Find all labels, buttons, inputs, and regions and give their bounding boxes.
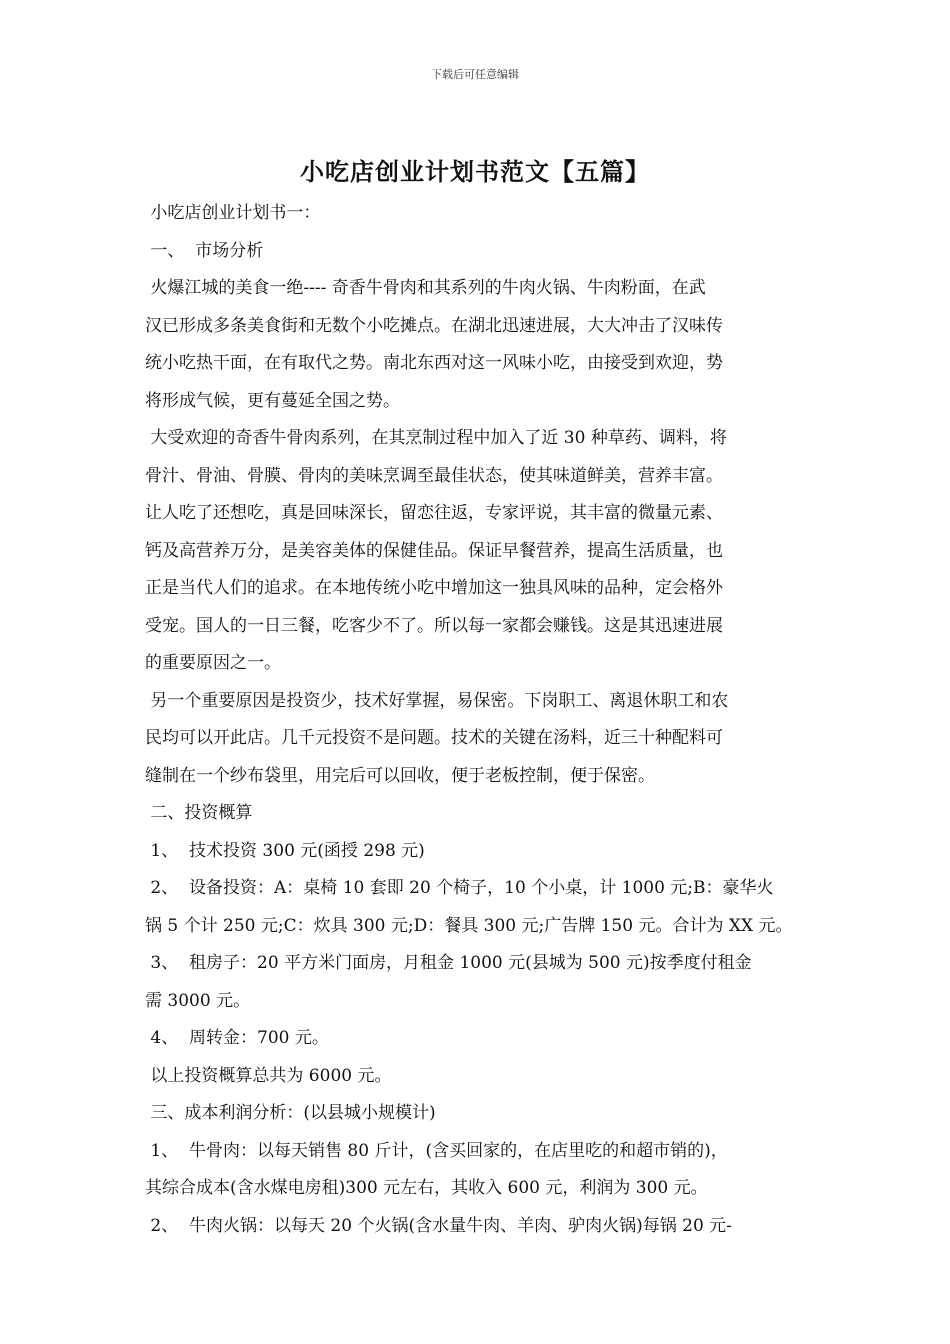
- text-line: 三、成本利润分析：(以县城小规模计): [145, 1103, 436, 1123]
- text-line: 二、投资概算: [145, 803, 253, 823]
- text-line: 骨汁、骨油、骨膜、骨肉的美味烹调至最佳状态，使其味道鲜美，营养丰富。: [145, 465, 723, 486]
- text-line: 大受欢迎的奇香牛骨肉系列，在其烹制过程中加入了近 30 种草药、调料，将: [145, 428, 727, 448]
- document-title: 小吃店创业计划书范文【五篇】: [300, 157, 650, 186]
- text-line: 民均可以开此店。几千元投资不是问题。技术的关键在汤料，近三十种配料可: [145, 728, 723, 748]
- text-line: 将形成气候，更有蔓延全国之势。: [145, 390, 400, 411]
- text-line: 受宠。国人的一日三餐，吃客少不了。所以每一家都会赚钱。这是其迅速进展: [145, 615, 723, 636]
- text-line: 4、 周转金：700 元。: [145, 1028, 329, 1048]
- text-line: 正是当代人们的追求。在本地传统小吃中增加这一独具风味的品种，定会格外: [145, 578, 723, 598]
- text-line: 以上投资概算总共为 6000 元。: [145, 1065, 392, 1086]
- header-note: 下载后可任意编辑: [431, 68, 519, 81]
- text-line: 另一个重要原因是投资少，技术好掌握，易保密。下岗职工、离退休职工和农: [145, 690, 729, 711]
- text-line: 3、 租房子：20 平方米门面房，月租金 1000 元(县城为 500 元)按季度付租金: [145, 953, 752, 973]
- text-line: 需 3000 元。: [145, 990, 251, 1011]
- text-line: 汉已形成多条美食街和无数个小吃摊点。在湖北迅速进展，大大冲击了汉味传: [145, 315, 723, 336]
- text-line: 1、 牛骨肉：以每天销售 80 斤计，(含买回家的，在店里吃的和超市销的)，: [145, 1140, 728, 1161]
- text-line: 锅 5 个计 250 元;C：炊具 300 元;D：餐具 300 元;广告牌 150 元。合计为 XX 元。: [145, 915, 793, 936]
- text-line: 钙及高营养万分，是美容美体的保健佳品。保证早餐营养，提高生活质量，也: [145, 540, 723, 561]
- document-body: [145, 195, 807, 1245]
- text-line: 其综合成本(含水煤电房租)300 元左右，其收入 600 元，利润为 300 元。: [145, 1178, 708, 1198]
- text-line: 2、 设备投资：A：桌椅 10 套即 20 个椅子，10 个小桌，计 1000 元;B：豪华火: [145, 878, 774, 898]
- text-line: 火爆江城的美食一绝---- 奇香牛骨肉和其系列的牛肉火锅、牛肉粉面，在武: [145, 278, 706, 298]
- text-line: 缝制在一个纱布袋里，用完后可以回收，便于老板控制，便于保密。: [145, 765, 655, 786]
- text-line: 1、 技术投资 300 元(函授 298 元): [145, 840, 425, 861]
- text-line: 小吃店创业计划书一：: [145, 203, 321, 223]
- text-line: 2、 牛肉火锅：以每天 20 个火锅(含水量牛肉、羊肉、驴肉火锅)每锅 20 元-: [145, 1215, 732, 1236]
- text-line: 一、 市场分析: [145, 240, 264, 261]
- text-line: 让人吃了还想吃，真是回味深长，留恋往返，专家评说，其丰富的微量元素、: [145, 503, 723, 523]
- text-line: 统小吃热干面，在有取代之势。南北东西对这一风味小吃，由接受到欢迎，势: [145, 353, 723, 373]
- text-line: 的重要原因之一。: [145, 653, 281, 673]
